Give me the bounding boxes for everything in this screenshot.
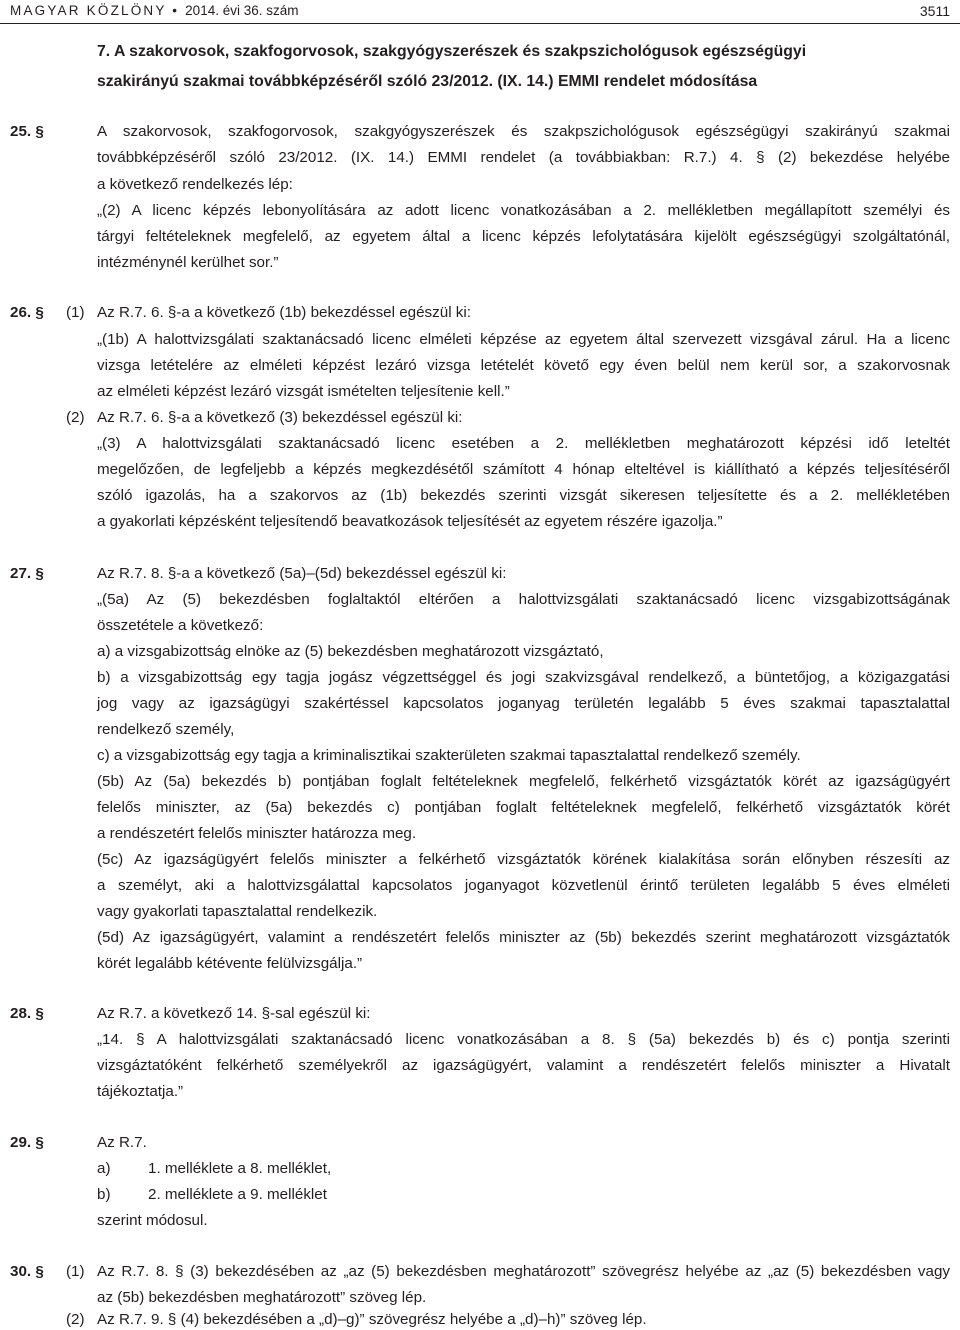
section-25-line-3: a következő rendelkezés lép: bbox=[97, 176, 293, 193]
section-29-point-a-label: a) bbox=[97, 1160, 111, 1177]
section-26-para-2-line-2: „(3) A halottvizsgálati szaktanácsadó licenc esetében a 2. mellékletben meghatározott képzési idő leteltét bbox=[97, 435, 950, 452]
section-26-para-2-line-1: Az R.7. 6. §-a a következő (3) bekezdéssel egészül ki: bbox=[97, 409, 463, 426]
section-27-line-14: vagy gyakorlati tapasztalattal rendelkezik. bbox=[97, 903, 378, 920]
section-28-line-2: „14. § A halottvizsgálati szaktanácsadó licenc vonatkozásában a 8. § (5a) bekezdés b) és c) pontja szerinti bbox=[97, 1031, 950, 1048]
page-number: 3511 bbox=[919, 3, 950, 19]
section-27-line-1: Az R.7. 8. §-a a következő (5a)–(5d) bekezdéssel egészül ki: bbox=[97, 565, 507, 582]
header-bullet: • bbox=[172, 3, 180, 18]
section-25-number: 25. § bbox=[10, 123, 44, 140]
section-25-line-2: továbbképzéséről szóló 23/2012. (IX. 14.) EMMI rendelet (a továbbiakban: R.7.) 4. § (2) bekezdése helyébe bbox=[97, 149, 950, 166]
section-29-number: 29. § bbox=[10, 1134, 44, 1151]
section-25-line-4: „(2) A licenc képzés lebonyolítására az adott licenc vonatkozásában a 2. mellékletben megállapított személyi és bbox=[97, 202, 950, 219]
section-25-line-1: A szakorvosok, szakfogorvosok, szakgyógyszerészek és szakpszichológusok egészségügyi szakirányú szakmai bbox=[97, 123, 950, 140]
section-26-para-2-line-4: szóló igazolás, ha a szakorvos az (1b) bekezdés szerinti vizsgát sikeresen teljesítette és a 2. mellékletében bbox=[97, 487, 950, 504]
journal-name: MAGYAR KÖZLÖNY bbox=[10, 3, 167, 18]
section-29-point-a-text: 1. melléklete a 8. melléklet, bbox=[148, 1160, 332, 1177]
page-header bbox=[10, 0, 950, 22]
section-26-para-2-line-3: megelőzően, de legfeljebb a képzés megkezdésétől számított 4 hónap elteltével is kiállítható a képzés teljesítéséről bbox=[97, 461, 950, 478]
section-28-number: 28. § bbox=[10, 1005, 44, 1022]
section-26-para-1-line-2: „(1b) A halottvizsgálati szaktanácsadó licenc elméleti képzése az egyetem által szervezett vizsgával zárul. Ha a licenc bbox=[97, 331, 950, 348]
section-27-line-5: b) a vizsgabizottság egy tagja jogász végzettséggel és jogi szakvizsgával rendelkező, a büntetőjog, a közigazgatási bbox=[97, 669, 950, 686]
section-27-line-4: a) a vizsgabizottság elnöke az (5) bekezdésben meghatározott vizsgáztató, bbox=[97, 643, 604, 660]
section-27-line-7: rendelkező személy, bbox=[97, 721, 235, 738]
section-29-line-1: Az R.7. bbox=[97, 1134, 147, 1151]
section-30-para-1-line-2: az (5b) bekezdésben meghatározott” szöveg lép. bbox=[97, 1289, 427, 1306]
section-25-line-5: tárgyi feltételeknek megfelelő, az egyetem által a licenc képzés lefolytatására kijelölt egészségügyi szolgáltatónál, bbox=[97, 228, 950, 245]
header-rule bbox=[0, 23, 960, 24]
section-26-para-2-number: (2) bbox=[66, 409, 85, 426]
section-27-line-6: jog vagy az igazságügyi szakértéssel kapcsolatos joganyag területén legalább 5 éves szakmai tapasztalattal bbox=[97, 695, 950, 712]
section-26-para-1-line-3: vizsga letételére az elméleti képzést lezáró vizsga letételét követő egy éven belül nem kerül sor, a szakorvosnak bbox=[97, 357, 950, 374]
section-30-number: 30. § bbox=[10, 1263, 44, 1280]
section-27-line-10: felelős miniszter, az (5a) bekezdés c) pontjában foglalt feltételeknek megfelelő, felkérhető vizsgáztatók körét bbox=[97, 799, 950, 816]
section-27-line-2: „(5a) Az (5) bekezdésben foglaltaktól eltérően a halottvizsgálati szaktanácsadó licenc vizsgabizottságának bbox=[97, 591, 950, 608]
section-27-line-13: a személyt, aki a halottvizsgálattal kapcsolatos joganyagot közvetlenül érintő területen legalább 5 éves elméleti bbox=[97, 877, 950, 894]
section-26-para-1-line-1: Az R.7. 6. §-a a következő (1b) bekezdéssel egészül ki: bbox=[97, 304, 471, 321]
section-28-line-1: Az R.7. a következő 14. §-sal egészül ki: bbox=[97, 1005, 371, 1022]
section-25-line-6: intézménynél kerülhet sor.” bbox=[97, 254, 279, 271]
journal-header bbox=[10, 0, 299, 22]
section-26-para-2-line-5: a gyakorlati képzésként teljesítendő beavatkozások teljesítését az egyetem részére igazolja.” bbox=[97, 513, 723, 530]
section-26-number: 26. § bbox=[10, 304, 44, 321]
section-27-line-12: (5c) Az igazságügyért felelős miniszter a felkérhető vizsgáztatók körének kialakítása során előnyben részesíti az bbox=[97, 851, 950, 868]
section-29-line-4: szerint módosul. bbox=[97, 1212, 208, 1229]
section-27-number: 27. § bbox=[10, 565, 44, 582]
section-27-line-15: (5d) Az igazságügyért, valamint a rendészetért felelős miniszter az (5b) bekezdés szerint meghatározott vizsgáztatók bbox=[97, 929, 950, 946]
section-28-line-4: tájékoztatja.” bbox=[97, 1083, 184, 1100]
section-27-line-11: a rendészetért felelős miniszter határozza meg. bbox=[97, 825, 417, 842]
section-29-point-b-label: b) bbox=[97, 1186, 111, 1203]
section-30-para-1-number: (1) bbox=[66, 1263, 85, 1280]
section-28-line-3: vizsgáztatóként felkérhető személyekről az igazságügyért, valamint a rendészetért felelős miniszter a Hivatalt bbox=[97, 1057, 950, 1074]
issue-label: 2014. évi 36. szám bbox=[185, 3, 299, 18]
section-26-para-1-number: (1) bbox=[66, 304, 85, 321]
section-30-para-1-line-1: Az R.7. 8. § (3) bekezdésében az „az (5) bekezdésben meghatározott” szövegrész helyébe az „az (5) bekezdésben vagy bbox=[97, 1263, 950, 1280]
section-29-point-b-text: 2. melléklete a 9. melléklet bbox=[148, 1186, 327, 1203]
section-26-para-1-line-4: az elméleti képzést lezáró vizsgát ismételten teljesítenie kell.” bbox=[97, 383, 510, 400]
section-27-line-16: körét legalább kétévente felülvizsgálja.” bbox=[97, 955, 363, 972]
document-title-line-1: 7. A szakorvosok, szakfogorvosok, szakgyógyszerészek és szakpszichológusok egészségügyi bbox=[97, 43, 807, 60]
section-30-para-2-number: (2) bbox=[66, 1311, 85, 1328]
section-27-line-9: (5b) Az (5a) bekezdés b) pontjában foglalt feltételeknek megfelelő, felkérhető vizsgáztatók körét az igazságügyért bbox=[97, 773, 950, 790]
document-title-line-2: szakirányú szakmai továbbképzéséről szóló 23/2012. (IX. 14.) EMMI rendelet módosítása bbox=[97, 73, 758, 90]
section-30-para-2-line-1: Az R.7. 9. § (4) bekezdésében a „d)–g)” szövegrész helyébe a „d)–h)” szöveg lép. bbox=[97, 1311, 647, 1328]
section-27-line-3: összetétele a következő: bbox=[97, 617, 264, 634]
section-27-line-8: c) a vizsgabizottság egy tagja a kriminalisztikai szakterületen szakmai tapasztalattal rendelkező személy. bbox=[97, 747, 801, 764]
